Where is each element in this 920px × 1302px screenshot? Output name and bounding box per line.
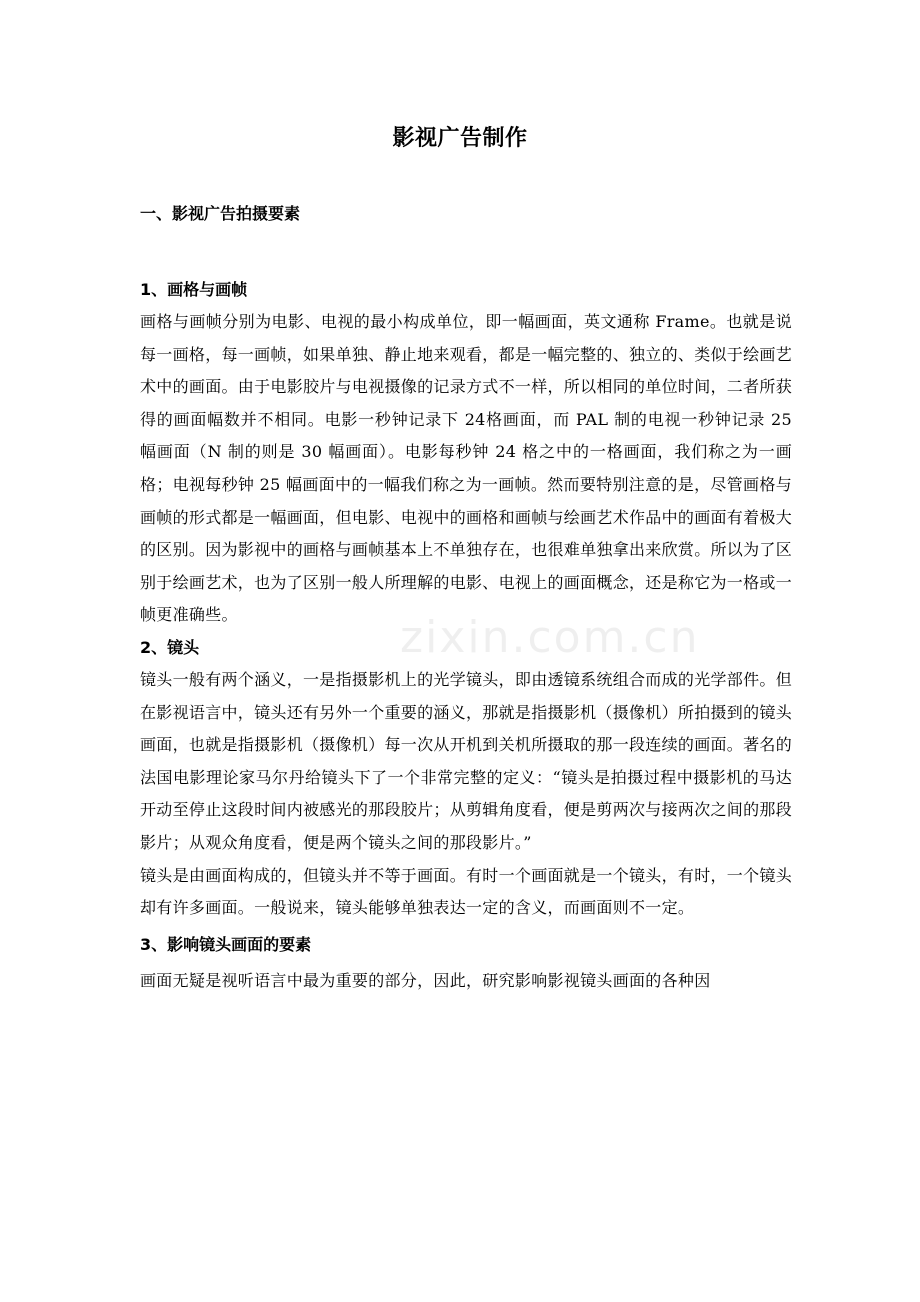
- document-body: [140, 198, 792, 997]
- paragraph-elements: 画面无疑是视听语言中最为重要的部分，因此，研究影响影视镜头画面的各种因: [140, 970, 711, 990]
- subsection-heading-shot: 2、镜头: [140, 637, 200, 657]
- paragraph-shot-vs-frame: 镜头是由画面构成的，但镜头并不等于画面。有时一个画面就是一个镜头，有时，一个镜头却有许多画面。一般说来，镜头能够单独表达一定的含义，而画面则不一定。: [140, 865, 793, 918]
- paragraph-frames: 画格与画帧分别为电影、电视的最小构成单位，即一幅画面，英文通称 Frame。也就是说每一画格，每一画帧，如果单独、静止地来观看，都是一幅完整的、独立的、类似于绘画艺术中的画面。由于电影胶片与电视摄像的记录方式不一样，所以相同的单位时间，二者所获得的画面幅数并不相同。电影一秒钟记录下 24格画面，而 PAL 制的电视一秒钟记录 25 幅画面（N 制的则是 30 幅画面）。电影每秒钟 24 格之中的一格画面，我们称之为一画格；电视每秒钟 25 幅画面中的一幅我们称之为一画帧。然而要特别注意的是，尽管画格与画帧的形式都是一幅画面，但电影、电视中的画格和画帧与绘画艺术作品中的画面有着极大的区别。因为影视中的画格与画帧基本上不单独存在，也很难单独拿出来欣赏。所以为了区别于绘画艺术，也为了区别一般人所理解的电影、电视上的画面概念，还是称它为一格或一帧更准确些。: [140, 312, 793, 625]
- watermark: zixin.com.cn: [400, 612, 700, 663]
- spacer: [140, 230, 792, 274]
- subsection-heading-frames: 1、画格与画帧: [140, 280, 248, 299]
- subsection-heading-elements: 3、影响镜头画面的要素: [140, 934, 312, 954]
- section-heading-1: 一、影视广告拍摄要素: [140, 204, 301, 223]
- paragraph-shot-definition: 镜头一般有两个涵义，一是指摄影机上的光学镜头，即由透镜系统组合而成的光学部件。但在影视语言中，镜头还有另外一个重要的涵义，那就是指摄影机（摄像机）所拍摄到的镜头画面，也就是指摄影机（摄像机）每一次从开机到关机所摄取的那一段连续的画面。著名的法国电影理论家马尔丹给镜头下了一个非常完整的定义：“镜头是拍摄过程中摄影机的马达开动至停止这段时间内被感光的那段胶片；从剪辑角度看，便是剪两次与接两次之间的那段影片；从观众角度看，便是两个镜头之间的那段影片。”: [140, 669, 793, 852]
- document-title: 影视广告制作: [392, 126, 528, 151]
